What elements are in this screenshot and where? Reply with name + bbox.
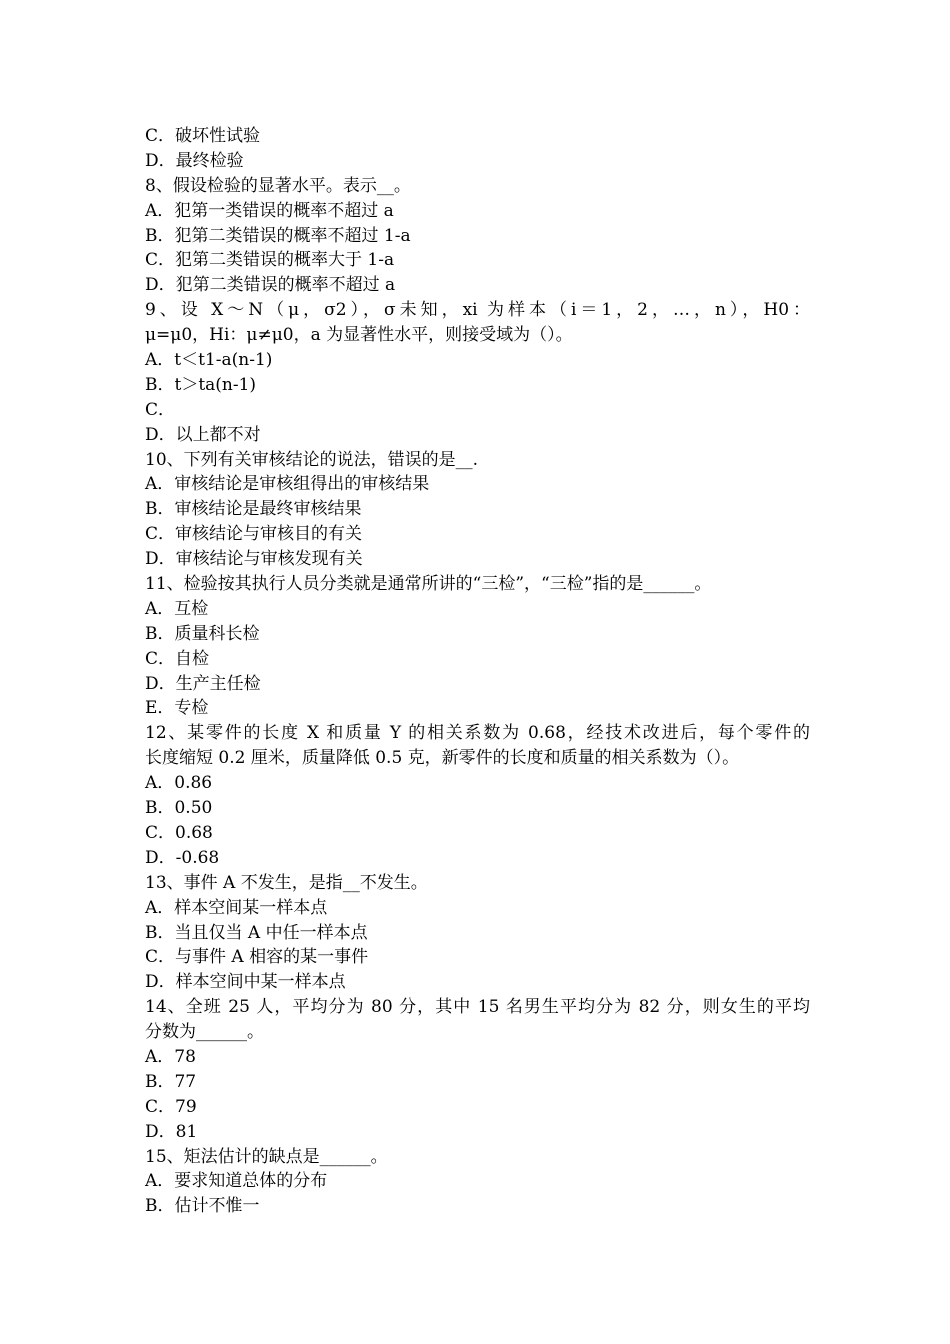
question-line: 8、假设检验的显著水平。表示__。	[145, 175, 411, 196]
option-line: D．样本空间中某一样本点	[145, 972, 346, 993]
option-line: D．审核结论与审核发现有关	[145, 549, 363, 570]
question-line: μ=μ0，Hi：μ≠μ0，a 为显著性水平，则接受域为（）。	[145, 325, 573, 346]
question-line: 12、某零件的长度 X 和质量 Y 的相关系数为 0.68，经技术改进后，每个零件的	[145, 723, 810, 744]
option-line: A．78	[145, 1046, 196, 1067]
question-line: 9、设 X～N（μ，σ2），σ未知，xi 为样本（i＝1，2，…，n），H0：	[145, 300, 810, 321]
question-line: 长度缩短 0.2 厘米，质量降低 0.5 克，新零件的长度和质量的相关系数为（）。	[145, 748, 740, 769]
option-line: C．0.68	[145, 822, 213, 843]
option-line: A．犯第一类错误的概率不超过 a	[145, 200, 394, 221]
option-line: C．破坏性试验	[145, 126, 261, 146]
option-line: C．审核结论与审核目的有关	[145, 524, 363, 545]
option-line: B．77	[145, 1071, 197, 1092]
option-line: D．犯第二类错误的概率不超过 a	[145, 275, 396, 296]
option-line: B．质量科长检	[145, 623, 260, 644]
question-line: 10、下列有关审核结论的说法，错误的是__.	[145, 449, 479, 470]
option-line: B．t＞ta(n-1)	[145, 374, 257, 395]
option-line: A．t＜t1-a(n-1)	[145, 350, 273, 371]
option-line: C．与事件 A 相容的某一事件	[145, 947, 369, 968]
option-line: D．以上都不对	[145, 424, 261, 445]
option-line: D．-0.68	[145, 847, 220, 868]
option-line: A．样本空间某一样本点	[145, 897, 328, 918]
option-line: D．生产主任检	[145, 673, 261, 694]
option-line: D．最终检验	[145, 150, 244, 171]
question-line: 分数为______。	[145, 1022, 264, 1043]
option-line: B．估计不惟一	[145, 1196, 260, 1217]
option-line: C．	[145, 399, 176, 420]
option-line: C．自检	[145, 648, 210, 669]
option-line: B．0.50	[145, 798, 213, 819]
option-line: C．犯第二类错误的概率大于 1-a	[145, 250, 395, 271]
option-line: D．81	[145, 1121, 198, 1142]
option-line: A．审核结论是审核组得出的审核结果	[145, 474, 430, 495]
option-line: C．79	[145, 1096, 197, 1117]
question-line: 14、全班 25 人，平均分为 80 分，其中 15 名男生平均分为 82 分，则女生的平均	[145, 997, 810, 1018]
option-line: A．互检	[145, 598, 209, 619]
question-line: 15、矩法估计的缺点是______。	[145, 1146, 388, 1167]
option-line: B．当且仅当 A 中任一样本点	[145, 922, 368, 943]
option-line: B．犯第二类错误的概率不超过 1-a	[145, 225, 411, 246]
option-line: E．专检	[145, 698, 209, 719]
option-line: B．审核结论是最终审核结果	[145, 499, 362, 520]
document-page	[145, 124, 810, 1219]
question-line: 13、事件 A 不发生，是指__不发生。	[145, 872, 428, 893]
option-line: A．0.86	[145, 773, 213, 794]
question-line: 11、检验按其执行人员分类就是通常所讲的“三检”，“三检”指的是______。	[145, 574, 712, 595]
option-line: A．要求知道总体的分布	[145, 1171, 328, 1192]
